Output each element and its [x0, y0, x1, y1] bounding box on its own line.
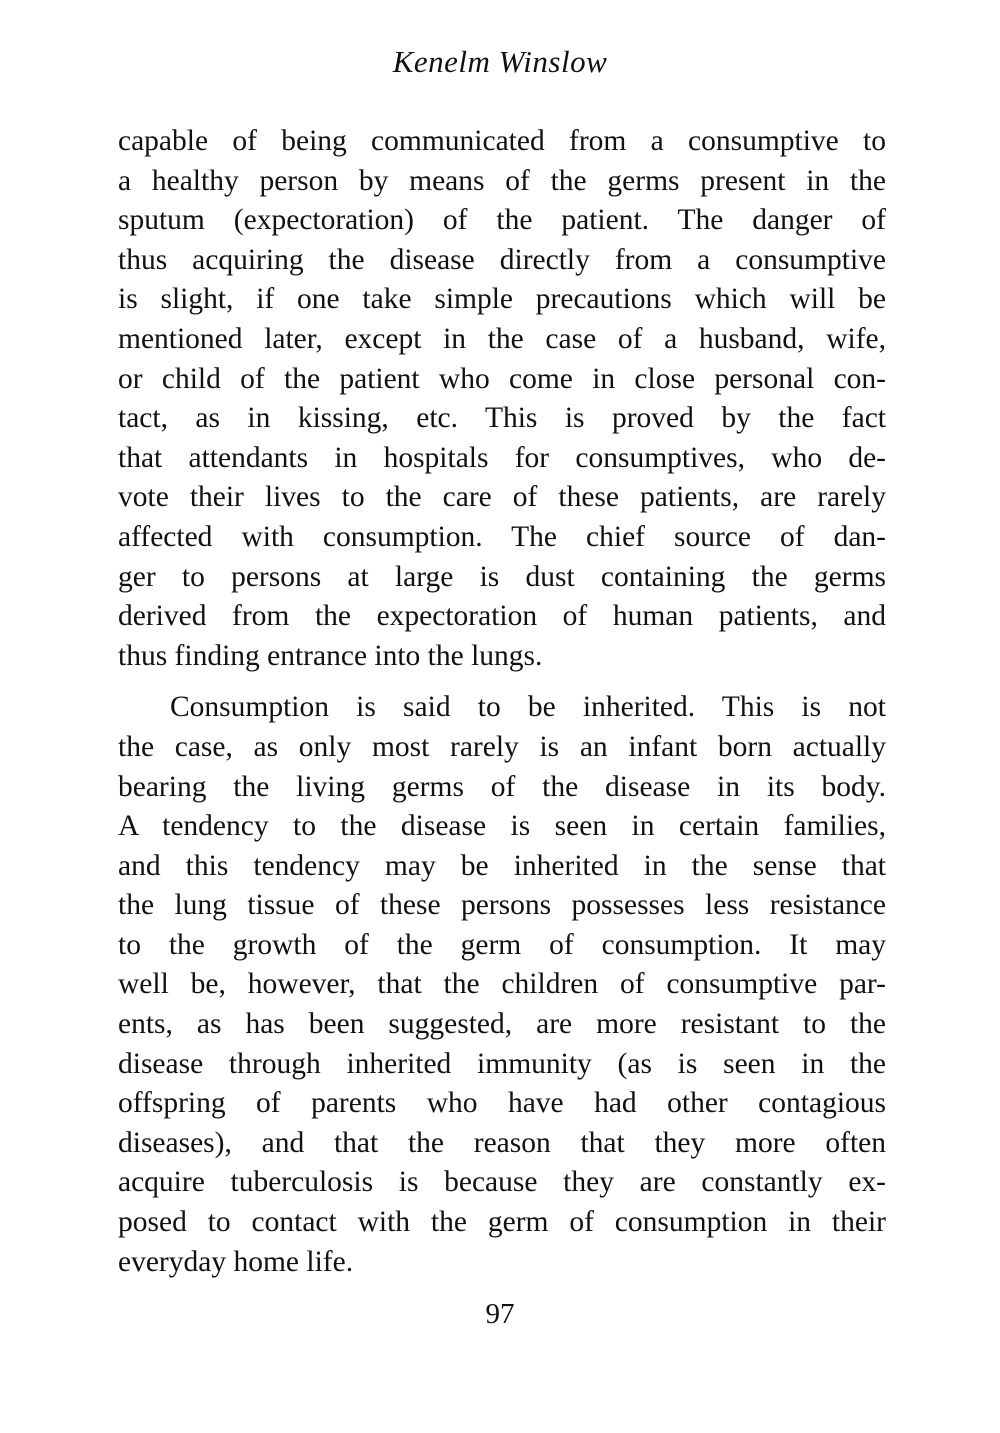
- text-line: everyday home life.: [118, 1245, 354, 1278]
- text-line: vote their lives to the care of these patients, are rarely: [118, 481, 886, 514]
- running-header: Kenelm Winslow: [392, 44, 608, 79]
- paragraph: [118, 688, 886, 1282]
- text-line: capable of being communicated from a consumptive to: [118, 125, 886, 157]
- text-line: thus acquiring the disease directly from a consumptive: [118, 243, 886, 276]
- text-line: offspring of parents who have had other contagious: [118, 1087, 886, 1120]
- text-line: acquire tuberculosis is because they are constantly ex-: [118, 1166, 886, 1199]
- text-line: diseases), and that the reason that they more often: [118, 1126, 886, 1159]
- text-line: is slight, if one take simple precautions which will be: [118, 283, 886, 316]
- text-line: sputum (expectoration) of the patient. The danger of: [118, 204, 886, 237]
- text-line: tact, as in kissing, etc. This is proved by the fact: [118, 402, 886, 435]
- text-line: bearing the living germs of the disease in its body.: [118, 770, 886, 803]
- paragraph: [118, 122, 886, 676]
- text-line: ents, as has been suggested, are more resistant to the: [118, 1008, 886, 1041]
- text-line: A tendency to the disease is seen in certain families,: [118, 810, 886, 843]
- text-line: mentioned later, except in the case of a husband, wife,: [118, 322, 886, 355]
- text-line: Consumption is said to be inherited. This is not: [170, 691, 886, 724]
- text-line: derived from the expectoration of human patients, and: [118, 600, 886, 633]
- text-line: affected with consumption. The chief source of dan-: [118, 520, 886, 553]
- text-line: well be, however, that the children of consumptive par-: [118, 968, 886, 1001]
- text-line: or child of the patient who come in close personal con-: [118, 362, 886, 395]
- text-line: the lung tissue of these persons possesses less resistance: [118, 889, 886, 922]
- text-line: the case, as only most rarely is an infant born actually: [118, 730, 886, 763]
- text-line: and this tendency may be inherited in the sense that: [118, 849, 886, 882]
- text-line: thus finding entrance into the lungs.: [118, 639, 543, 672]
- page-number: 97: [485, 1298, 515, 1330]
- text-line: posed to contact with the germ of consumption in their: [118, 1206, 886, 1239]
- page-body: [118, 122, 886, 1282]
- text-line: to the growth of the germ of consumption. It may: [118, 928, 886, 961]
- text-line: ger to persons at large is dust containing the germs: [118, 560, 886, 593]
- text-line: that attendants in hospitals for consumptives, who de-: [118, 441, 886, 474]
- text-line: disease through inherited immunity (as is seen in the: [118, 1047, 886, 1080]
- text-line: a healthy person by means of the germs present in the: [118, 164, 886, 197]
